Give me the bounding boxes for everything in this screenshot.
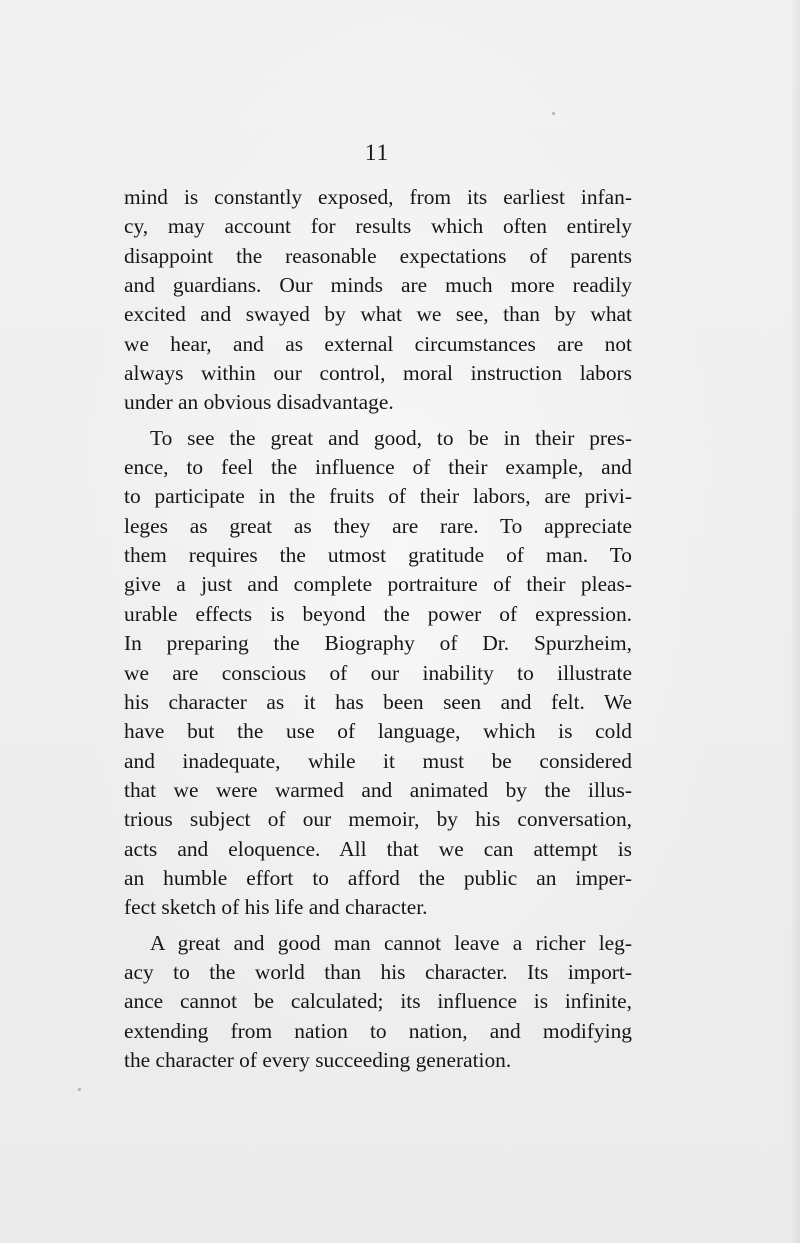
text-line: To see the great and good, to be in their pres-	[150, 425, 632, 450]
text-line: an humble effort to afford the public an imper-	[124, 865, 632, 890]
text-line: ence, to feel the influence of their example, and	[124, 455, 632, 480]
paper-speck	[78, 1088, 81, 1091]
text-line: A great and good man cannot leave a richer leg-	[150, 930, 632, 955]
text-line: mind is constantly exposed, from its earliest infan-	[124, 185, 632, 209]
paper-speck	[552, 112, 555, 115]
text-line: trious subject of our memoir, by his conversation,	[124, 807, 632, 832]
text-line: always within our control, moral instruction labors	[124, 361, 632, 386]
text-line: them requires the utmost gratitude of man. To	[124, 543, 632, 568]
text-line: to participate in the fruits of their labors, are privi-	[124, 484, 632, 509]
text-line: excited and swayed by what we see, than by what	[124, 302, 632, 327]
text-line: disappoint the reasonable expectations of parents	[124, 243, 632, 268]
text-line: leges as great as they are rare. To appreciate	[124, 513, 632, 538]
text-line: that we were warmed and animated by the illus-	[124, 777, 632, 802]
text-line: under an obvious disadvantage.	[124, 390, 394, 415]
paragraph-2	[124, 424, 632, 629]
text-line: In preparing the Biography of Dr. Spurzheim,	[124, 631, 632, 656]
text-line: acy to the world than his character. Its import-	[124, 959, 632, 984]
text-line: we are conscious of our inability to illustrate	[124, 660, 632, 685]
text-line: and inadequate, while it must be considered	[124, 748, 632, 773]
paragraph-1	[124, 183, 632, 418]
paragraph-4	[124, 929, 632, 1076]
paragraph-3	[124, 629, 632, 922]
page-edge-shadow	[790, 0, 800, 1243]
text-line: fect sketch of his life and character.	[124, 895, 428, 920]
text-line: the character of every succeeding generation.	[124, 1047, 512, 1072]
text-line: acts and eloquence. All that we can attempt is	[124, 836, 632, 861]
text-line: and guardians. Our minds are much more readily	[124, 273, 632, 298]
text-line: have but the use of language, which is cold	[124, 719, 632, 744]
text-line: we hear, and as external circumstances are not	[124, 331, 632, 356]
text-line: cy, may account for results which often entirely	[124, 214, 632, 239]
text-line: extending from nation to nation, and modifying	[124, 1018, 632, 1043]
text-line: ance cannot be calculated; its influence is infinite,	[124, 989, 632, 1014]
text-line: urable effects is beyond the power of expression.	[124, 601, 632, 626]
text-line: his character as it has been seen and felt. We	[124, 689, 632, 714]
body-text	[124, 183, 632, 1075]
text-line: give a just and complete portraiture of their pleas-	[124, 572, 632, 597]
page-number: 11	[364, 140, 390, 165]
